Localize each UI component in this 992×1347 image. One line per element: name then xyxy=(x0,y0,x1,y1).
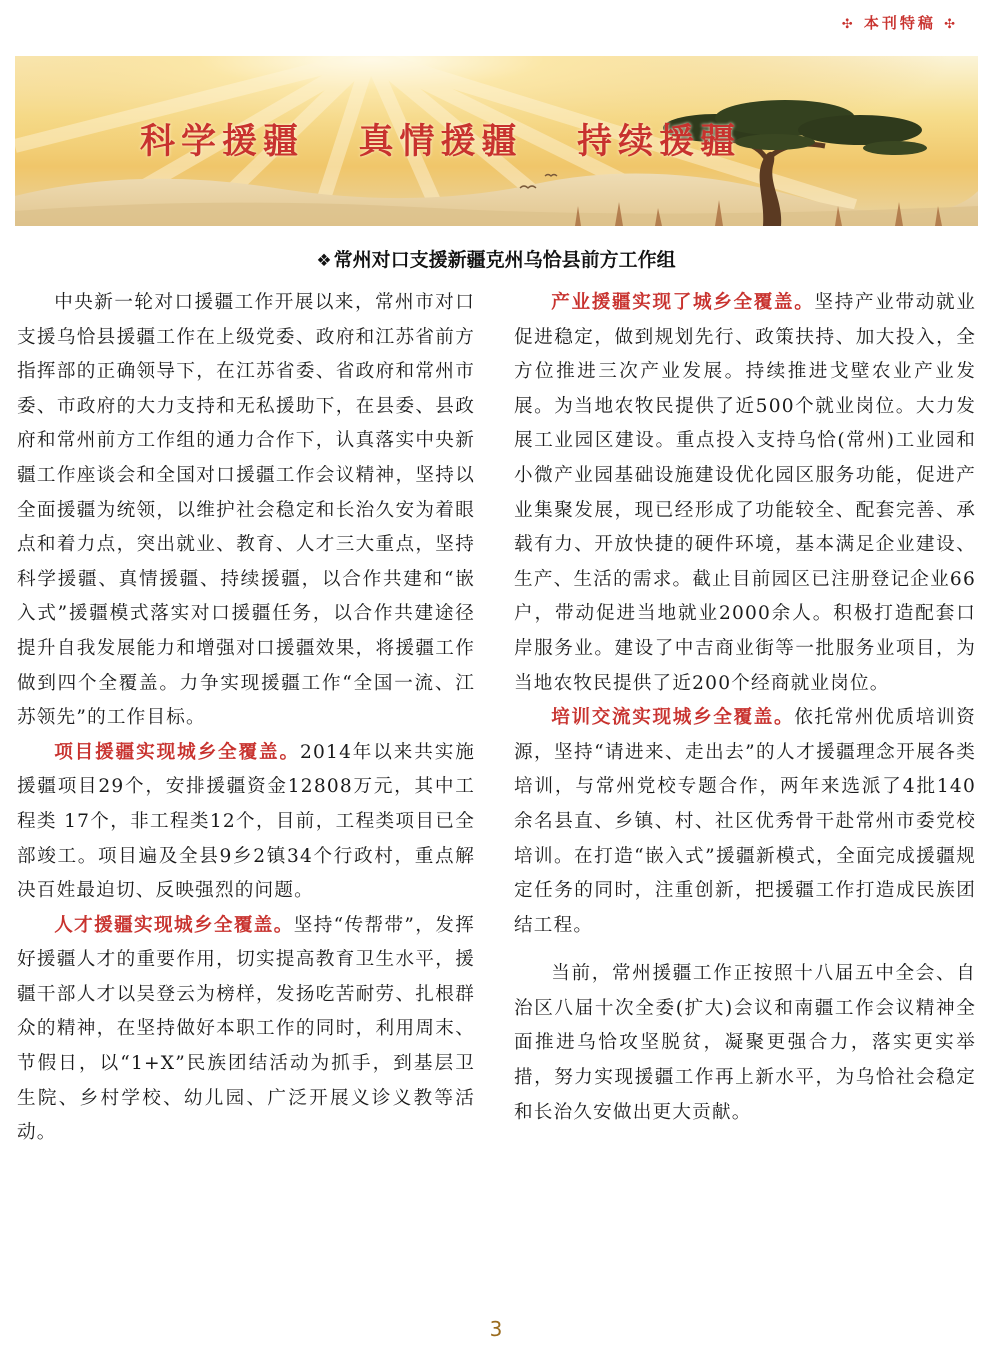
page-number: 3 xyxy=(489,1317,503,1341)
paragraph-project-body: 2014年以来共实施援疆项目29个，安排援疆资金12808万元，其中工程类 17个，非工程类12个，目前，工程类项目已全部竣工。项目遍及全县9乡2镇34个行政村，重点解决百姓最迫切、反映强烈的问题。 xyxy=(17,741,475,902)
byline-text: 常州对口支援新疆克州乌恰县前方工作组 xyxy=(333,249,676,271)
paragraph-talent xyxy=(17,909,475,1151)
section-label-text: 本刊特稿 xyxy=(863,14,936,32)
paragraph-conclusion: 当前，常州援疆工作正按照十八届五中全会、自治区八届十次全委(扩大)会议和南疆工作会议精神全面推进乌恰攻坚脱贫，凝聚更强合力，落实更实举措，努力实现援疆工作再上新水平，为乌恰社会稳定和长治久安做出更大贡献。 xyxy=(514,963,976,1123)
article-column-right xyxy=(514,286,976,1130)
banner xyxy=(15,56,978,226)
section-heading-industry: 产业援疆实现了城乡全覆盖。 xyxy=(551,292,815,313)
paragraph-intro: 中央新一轮对口援疆工作开展以来，常州市对口支援乌恰县援疆工作在上级党委、政府和江苏省前方指挥部的正确领导下，在江苏省委、省政府和常州市委、市政府的大力支持和无私援助下，在县委、县政府和常州前方工作组的通力合作下，认真落实中央新疆工作座谈会和全国对口援疆工作会议精神，坚持以全面援疆为统领，以维护社会稳定和长治久安为着眼点和着力点，突出就业、教育、人才三大重点，坚持科学援疆、真情援疆、持续援疆，以合作共建和“嵌入式”援疆模式落实对口援疆任务，以合作共建途径提升自我发展能力和增强对口援疆效果，将援疆工作做到四个全覆盖。力争实现援疆工作“全国一流、江苏领先”的工作目标。 xyxy=(17,292,475,729)
byline xyxy=(0,245,992,272)
paragraph-training-body: 依托常州优质培训资源，坚持“请进来、走出去”的人才援疆理念开展各类培训，与常州党校专题合作，两年来选派了4批140余名县直、乡镇、村、社区优秀骨干赴常州市委党校培训。在打造“嵌入式”援疆新模式，全面完成援疆规定任务的同时，注重创新，把援疆工作打造成民族团结工程。 xyxy=(514,707,976,936)
paragraph-industry-body: 坚持产业带动就业促进稳定，做到规划先行、政策扶持、加大投入，全方位推进三次产业发展。持续推进戈壁农业产业发展。为当地农牧民提供了近500个就业岗位。大力发展工业园区建设。重点投入支持乌恰(常州)工业园和小微产业园基础设施建设优化园区服务功能，促进产业集聚发展，现已经形成了功能较全、配套完善、承载有力、开放快捷的硬件环境，基本满足企业建设、生产、生活的需求。截止目前园区已注册登记企业66户，带动促进当地就业2000余人。积极打造配套口岸服务业。建设了中吉商业街等一批服务业项目，为当地农牧民提供了近200个经商就业岗位。 xyxy=(514,292,976,694)
paragraph-project xyxy=(17,736,475,909)
section-label xyxy=(842,12,958,33)
banner-title: 科学援疆 真情援疆 持续援疆 xyxy=(140,122,742,162)
section-heading-talent: 人才援疆实现城乡全覆盖。 xyxy=(54,914,294,936)
ornament-icon: ✣ xyxy=(944,17,958,32)
ornament-icon: ✣ xyxy=(841,17,856,32)
paragraph-training xyxy=(514,701,976,943)
section-heading-training: 培训交流实现城乡全覆盖。 xyxy=(551,707,795,729)
paragraph-industry xyxy=(514,286,976,701)
paragraph-gap xyxy=(514,943,976,957)
section-heading-project: 项目援疆实现城乡全覆盖。 xyxy=(54,741,300,763)
article-column-left xyxy=(17,286,475,1151)
diamond-bullet-icon: ❖ xyxy=(316,251,332,271)
paragraph-talent-body: 坚持“传帮带”，发挥好援疆人才的重要作用，切实提高教育卫生水平，援疆干部人才以吴登云为榜样，发扬吃苦耐劳、扎根群众的精神，在坚持做好本职工作的同时，利用周末、节假日，以“1+X”民族团结活动为抓手，到基层卫生院、乡村学校、幼儿园、广泛开展义诊义教等活动。 xyxy=(17,914,476,1144)
